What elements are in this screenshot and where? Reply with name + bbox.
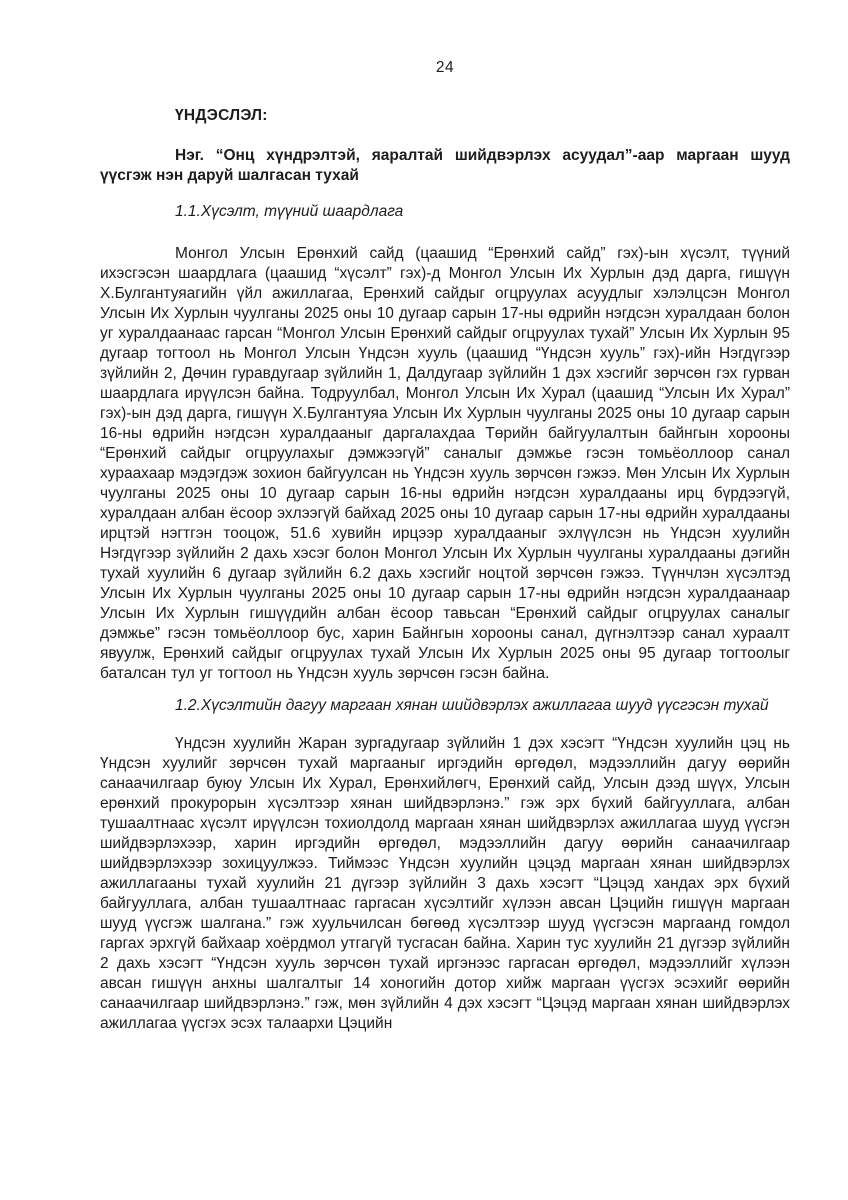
document-title: ҮНДЭСЛЭЛ: — [175, 107, 268, 124]
page-number: 24 — [435, 59, 455, 76]
subsection-1-2-heading: 1.2.Хүсэлтийн дагуу маргаан хянан шийдвэрлэх ажиллагаа шууд үүсгэсэн тухай — [175, 697, 769, 714]
section-one-heading: Нэг. “Онц хүндрэлтэй, яаралтай шийдвэрлэх асуудал”-аар маргаан шууд үүсгэж нэн даруй шалгасан тухай — [100, 147, 790, 184]
subsection-1-2-paragraph: Үндсэн хуулийн Жаран зургадугаар зүйлийн 1 дэх хэсэгт “Үндсэн хуулийн цэц нь Үндсэн хуулийг зөрчсөн тухай маргааныг иргэдийн өргөдөл, мэдээллийн дагуу өөрийн санаачилгаар буюу Улсын Их Хурал, Ерөнхийлөгч, Ерөнхий сайд, Улсын дээд шүүх, Улсын ерөнхий прокурорын хүсэлтээр хянан шийдвэрлэнэ.” гэж эрх бүхий байгууллага, албан тушаалтнаас хүсэлт ирүүлсэн тохиолдолд маргаан хянан шийдвэрлэх ажиллагаа шууд үүсгэн шийдвэрлэхээр, харин иргэдийн өргөдөл, мэдээллийн дагуу өөрийн санаачилгаар шийдвэрлэхээр зохицуулжээ. Тиймээс Үндсэн хуулийн цэцэд маргаан хянан шийдвэрлэх ажиллагааны тухай хуулийн 21 дүгээр зүйлийн 3 дахь хэсэгт “Цэцэд хандах эрх бүхий байгууллага, албан тушаалтнаас гаргасан хүсэлтийг хүлээн авсан Цэцийн гишүүн маргаан шууд үүсгэж шалгана.” гэж хуульчилсан бөгөөд хүсэлтээр шууд үүсгэсэн маргаанд гомдол гаргах эрхгүй байхаар хоёрдмол утгагүй тусгасан байна. Харин тус хуулийн 21 дүгээр зүйлийн 2 дахь хэсэгт “Үндсэн хууль зөрчсөн тухай иргэнээс гаргасан өргөдөл, мэдээллийг хүлээн авсан гишүүн анхны шалгалтыг 14 хоногийн дотор хийж маргаан үүсгэх эсэхийг өөрийн санаачилгаар шийдвэрлэнэ.” гэж, мөн зүйлийн 4 дэх хэсэгт “Цэцэд маргаан хянан шийдвэрлэх ажиллагаа үүсгэх эсэх талаархи Цэцийн — [100, 735, 790, 1032]
subsection-1-1-paragraph: Монгол Улсын Ерөнхий сайд (цаашид “Ерөнхий сайд” гэх)-ын хүсэлт, түүний ихэсгэсэн шаардлага (цаашид “хүсэлт” гэх)-д Монгол Улсын Их Хурлын дэд дарга, гишүүн Х.Булгантуяагийн үйл ажиллагаа, Ерөнхий сайдыг огцруулах асуудлыг хэлэлцсэн Монгол Улсын Их Хурлын чуулганы 2025 оны 10 дугаар сарын 17-ны өдрийн нэгдсэн хуралдаан болон уг хуралдаанаас гарсан “Монгол Улсын Ерөнхий сайдыг огцруулах тухай” Улсын Их Хурлын 95 дугаар тогтоол нь Монгол Улсын Үндсэн хууль (цаашид “Үндсэн хууль” гэх)-ийн Нэгдүгээр зүйлийн 2, Дөчин гуравдугаар зүйлийн 1, Далдугаар зүйлийн 1 дэх хэсгийг зөрчсөн гэх гурван шаардлага ирүүлсэн байна. Тодруулбал, Монгол Улсын Их Хурал (цаашид “Улсын Их Хурал” гэх)-ын дэд дарга, гишүүн Х.Булгантуяа Улсын Их Хурлын чуулганы 2025 оны 10 дугаар сарын 16-ны өдрийн нэгдсэн хуралдааныг даргалахдаа Төрийн байгуулалтын байнгын хорооны “Ерөнхий сайдыг огцруулахыг дэмжээгүй” саналыг дэмжье гэсэн томьёоллоор санал хураахаар мэдэгдэж зохион байгуулсан нь Үндсэн хууль зөрчсөн гэжээ. Мөн Улсын Их Хурлын чуулганы 2025 оны 10 дугаар сарын 16-ны өдрийн нэгдсэн хуралдааны ирц бүрдээгүй, хуралдаан албан ёсоор эхлээгүй байхад 2025 оны 10 дугаар сарын 17-ны өдрийн хуралдааны ирцтэй нэгтгэн тооцож, 51.6 хувийн ирцээр хуралдааныг эхлүүлсэн нь Үндсэн хуулийн Нэгдүгээр зүйлийн 2 дахь хэсэг болон Монгол Улсын Их Хурлын чуулганы хуралдааны дэгийн тухай хуулийн 6 дугаар зүйлийн 6.2 дахь хэсгийг ноцтой зөрчсөн гэжээ. Түүнчлэн хүсэлтэд Улсын Их Хурлын чуулганы 2025 оны 10 дугаар сарын 17-ны өдрийн нэгдсэн хуралдаанаар Улсын Их Хурлын гишүүдийн албан ёсоор тавьсан “Ерөнхий сайдыг огцруулах саналыг дэмжье” гэсэн томьёоллоор бус, харин Байнгын хорооны санал, дүгнэлтээр санал хураалт явуулж, Ерөнхий сайдыг огцруулах тухай Улсын Их Хурлын 2025 оны 95 дугаар тогтоолыг баталсан тул уг тогтоол нь Үндсэн хууль зөрчсөн гэсэн байна. — [100, 245, 790, 682]
subsection-1-1-heading: 1.1.Хүсэлт, түүний шаардлага — [175, 203, 404, 220]
